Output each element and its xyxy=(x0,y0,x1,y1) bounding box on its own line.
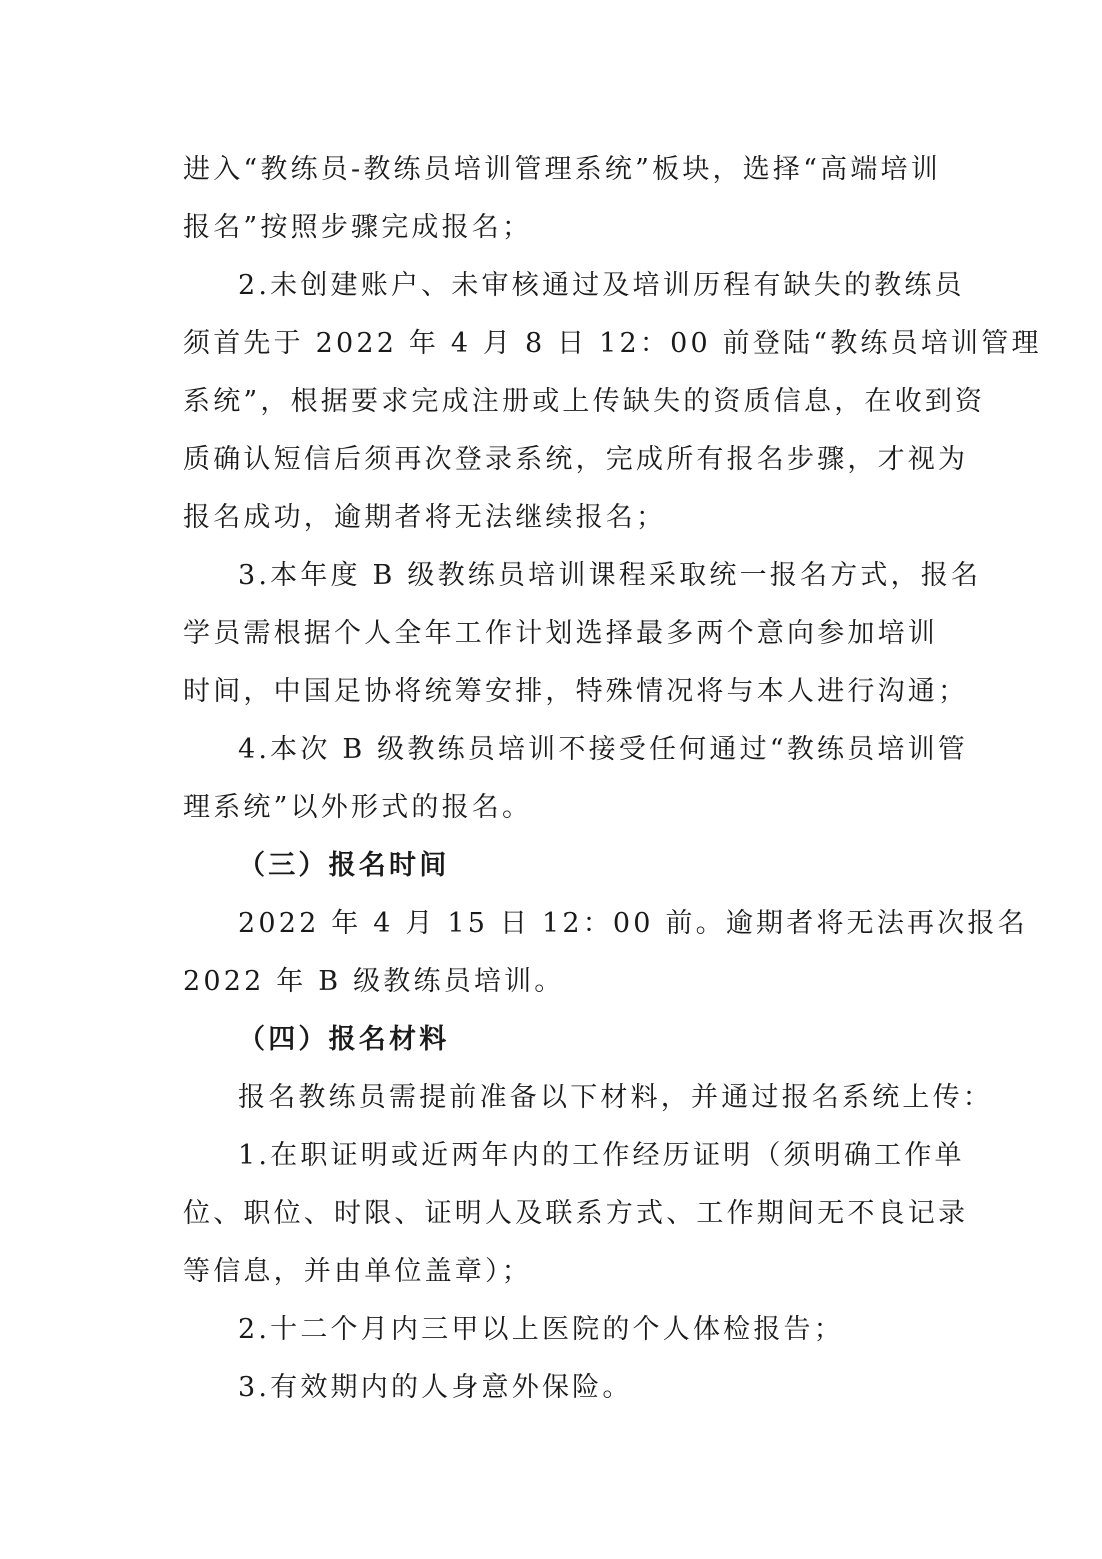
paragraph-line: 3.本年度 B 级教练员培训课程采取统一报名方式，报名 xyxy=(238,560,982,591)
paragraph-line: 理系统”以外形式的报名。 xyxy=(183,792,533,823)
paragraph-line: 时间，中国足协将统筹安排，特殊情况将与本人进行沟通； xyxy=(183,676,969,707)
paragraph-line: 学员需根据个人全年工作计划选择最多两个意向参加培训 xyxy=(183,618,938,649)
paragraph-line: 须首先于 2022 年 4 月 8 日 12：00 前登陆“教练员培训管理 xyxy=(183,328,1042,359)
paragraph-line: 2022 年 4 月 15 日 12：00 前。逾期者将无法再次报名 xyxy=(238,908,1028,939)
section-heading: （三）报名时间 xyxy=(238,850,450,881)
section-heading: （四）报名材料 xyxy=(238,1024,450,1055)
paragraph-line: 2.十二个月内三甲以上医院的个人体检报告； xyxy=(238,1314,844,1345)
paragraph-line: 4.本次 B 级教练员培训不接受任何通过“教练员培训管 xyxy=(238,734,968,765)
paragraph-line: 报名教练员需提前准备以下材料，并通过报名系统上传： xyxy=(238,1082,993,1113)
paragraph-line: 质确认短信后须再次登录系统，完成所有报名步骤，才视为 xyxy=(183,444,969,475)
paragraph-line: 报名”按照步骤完成报名； xyxy=(183,212,533,243)
paragraph-line: 位、职位、时限、证明人及联系方式、工作期间无不良记录 xyxy=(183,1198,969,1229)
paragraph-line: 进入“教练员-教练员培训管理系统”板块，选择“高端培训 xyxy=(183,154,941,185)
paragraph-line: 3.有效期内的人身意外保险。 xyxy=(238,1372,633,1403)
paragraph-line: 1.在职证明或近两年内的工作经历证明（须明确工作单 xyxy=(238,1140,965,1171)
paragraph-line: 2.未创建账户、未审核通过及培训历程有缺失的教练员 xyxy=(238,270,965,301)
paragraph-line: 系统”，根据要求完成注册或上传缺失的资质信息，在收到资 xyxy=(183,386,986,417)
paragraph-line: 报名成功，逾期者将无法继续报名； xyxy=(183,502,667,533)
paragraph-line: 2022 年 B 级教练员培训。 xyxy=(183,966,565,997)
paragraph-line: 等信息，并由单位盖章）； xyxy=(183,1256,532,1287)
